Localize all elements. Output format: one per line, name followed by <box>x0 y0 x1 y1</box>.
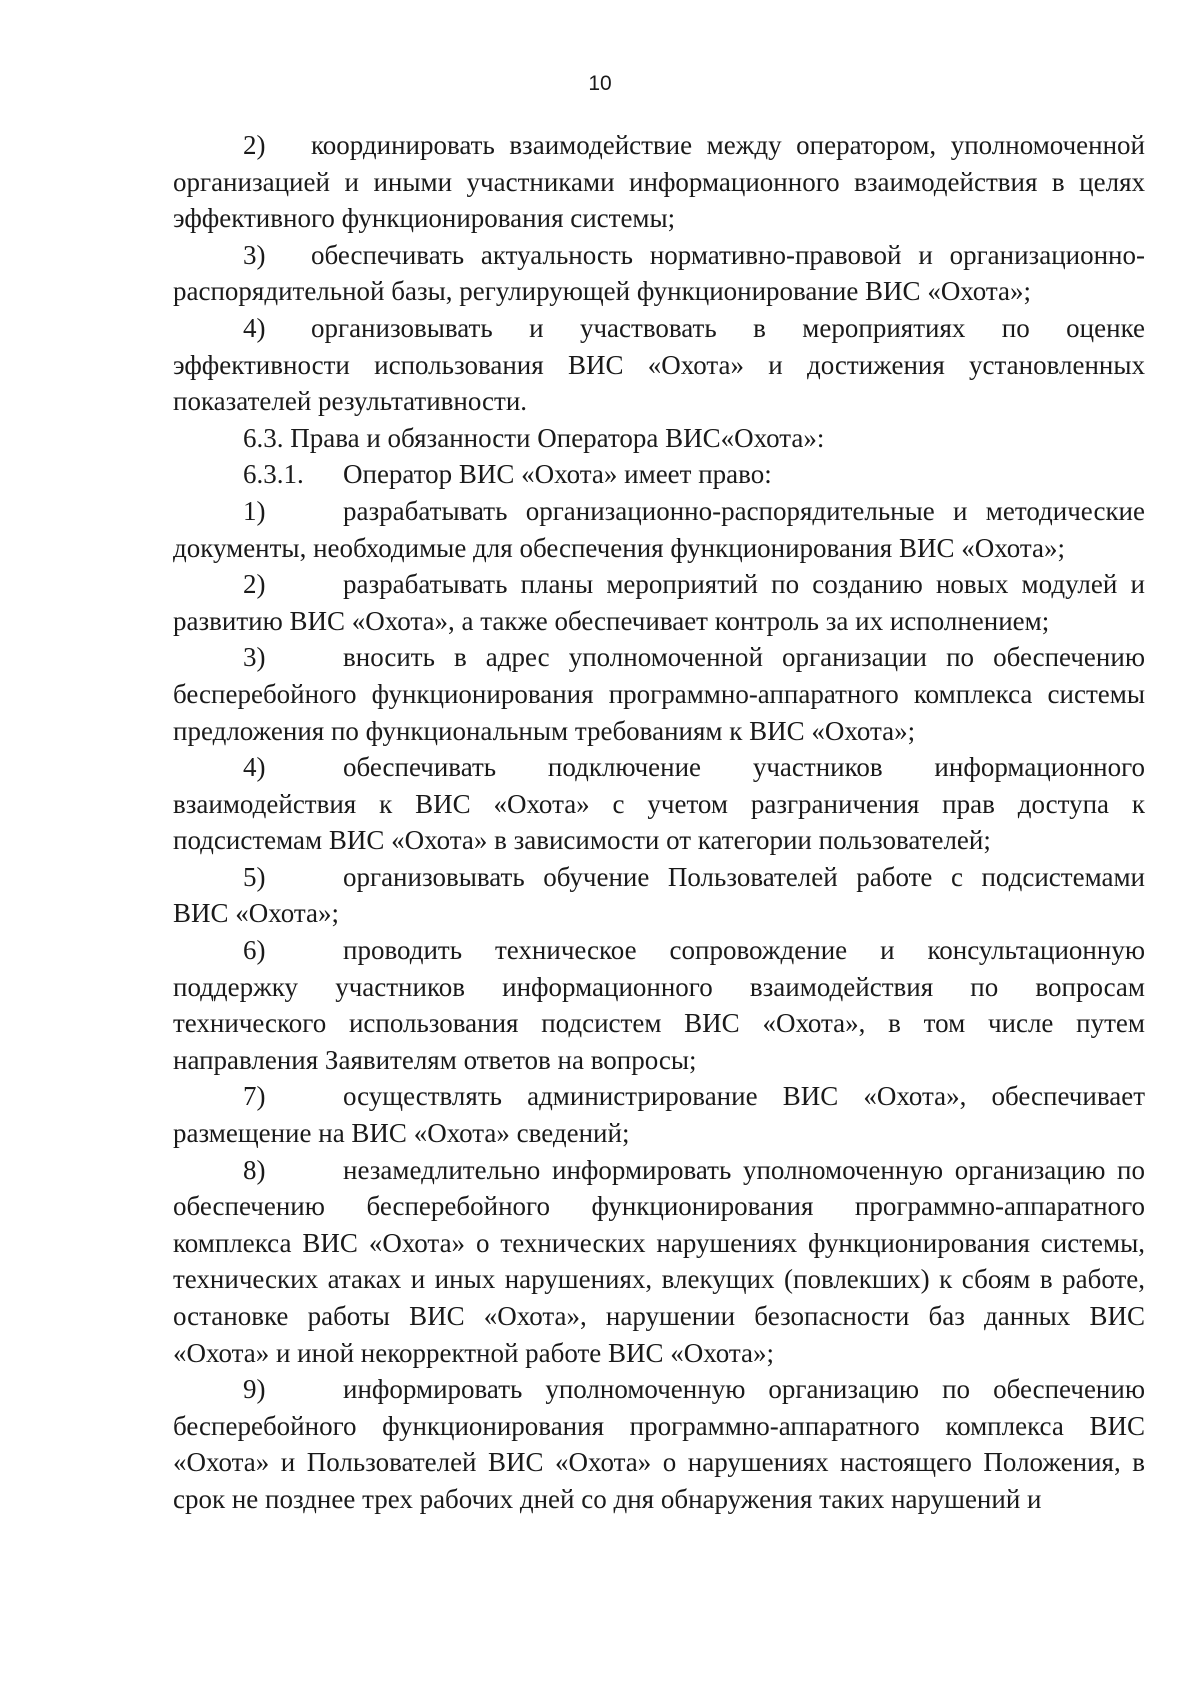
subsection-text: Оператор ВИС «Охота» имеет право: <box>343 459 772 490</box>
list-item <box>173 127 1145 237</box>
item-number: 3) <box>243 642 266 673</box>
list-item <box>173 493 1145 566</box>
list-item <box>173 1078 1145 1151</box>
subsection-number: 6.3.1. <box>243 459 304 490</box>
page-number: 10 <box>588 72 612 95</box>
list-item <box>173 310 1145 420</box>
item-text: проводить техническое сопровождение и консультационную поддержку участников информационного взаимодействия по вопросам технического использования подсистем ВИС «Охота», в том числе путем направления Заявителям ответов на вопросы; <box>173 935 1145 1075</box>
item-text: организовывать и участвовать в мероприятиях по оценке эффективности использования ВИС «Охота» и достижения установленных показателей результативности. <box>173 312 1145 417</box>
item-text: организовывать обучение Пользователей работе с подсистемами ВИС «Охота»; <box>173 861 1145 929</box>
section-heading: 6.3. Права и обязанности Оператора ВИС«Охота»: <box>243 422 825 453</box>
item-text: осуществлять администрирование ВИС «Охота», обеспечивает размещение на ВИС «Охота» сведений; <box>173 1081 1145 1149</box>
list-item <box>173 932 1145 1078</box>
list-item <box>173 749 1145 859</box>
item-number: 2) <box>243 569 266 600</box>
list-item <box>173 859 1145 932</box>
list-item <box>173 1152 1145 1372</box>
item-number: 9) <box>243 1374 266 1405</box>
list-item <box>173 1371 1145 1517</box>
item-text: обеспечивать подключение участников информационного взаимодействия к ВИС «Охота» с учетом разграничения прав доступа к подсистемам ВИС «Охота» в зависимости от категории пользователей; <box>173 752 1145 856</box>
item-number: 3) <box>243 239 266 270</box>
item-number: 1) <box>243 495 266 526</box>
item-number: 4) <box>243 752 266 783</box>
item-number: 6) <box>243 935 266 966</box>
list-item <box>173 639 1145 749</box>
list-item <box>173 566 1145 639</box>
item-text: разрабатывать планы мероприятий по созданию новых модулей и развитию ВИС «Охота», а также обеспечивает контроль за их исполнением; <box>173 569 1145 636</box>
document-body <box>173 127 1145 1518</box>
item-text: координировать взаимодействие между оператором, уполномоченной организацией и иными участниками информационного взаимодействия в целях эффективного функционирования системы; <box>173 130 1145 234</box>
subsection-heading <box>173 456 1145 493</box>
item-text: незамедлительно информировать уполномоченную организацию по обеспечению бесперебойного функционирования программно-аппаратного комплекса ВИС «Охота» о технических нарушениях функционирования системы, технических атаках и иных нарушениях, влекущих (повлекших) к сбоям в работе, остановке работы ВИС «Охота», нарушении безопасности баз данных ВИС «Охота» и иной некорректной работе ВИС «Охота»; <box>173 1154 1145 1368</box>
list-item <box>173 237 1145 310</box>
item-text: вносить в адрес уполномоченной организации по обеспечению бесперебойного функционирования программно-аппаратного комплекса системы предложения по функциональным требованиям к ВИС «Охота»; <box>173 642 1145 746</box>
item-number: 2) <box>243 130 266 160</box>
item-number: 4) <box>243 312 266 343</box>
item-text: информировать уполномоченную организацию по обеспечению бесперебойного функционирования программно-аппаратного комплекса ВИС «Охота» и Пользователей ВИС «Охота» о нарушениях настоящего Положения, в срок не позднее трех рабочих дней со дня обнаружения таких нарушений и <box>173 1374 1145 1514</box>
item-text: обеспечивать актуальность нормативно-правовой и организационно-распорядительной базы, регулирующей функционирование ВИС «Охота»; <box>173 239 1145 307</box>
item-text: разрабатывать организационно-распорядительные и методические документы, необходимые для обеспечения функционирования ВИС «Охота»; <box>173 495 1145 563</box>
item-number: 5) <box>243 861 266 892</box>
item-number: 7) <box>243 1081 266 1112</box>
item-number: 8) <box>243 1154 266 1185</box>
